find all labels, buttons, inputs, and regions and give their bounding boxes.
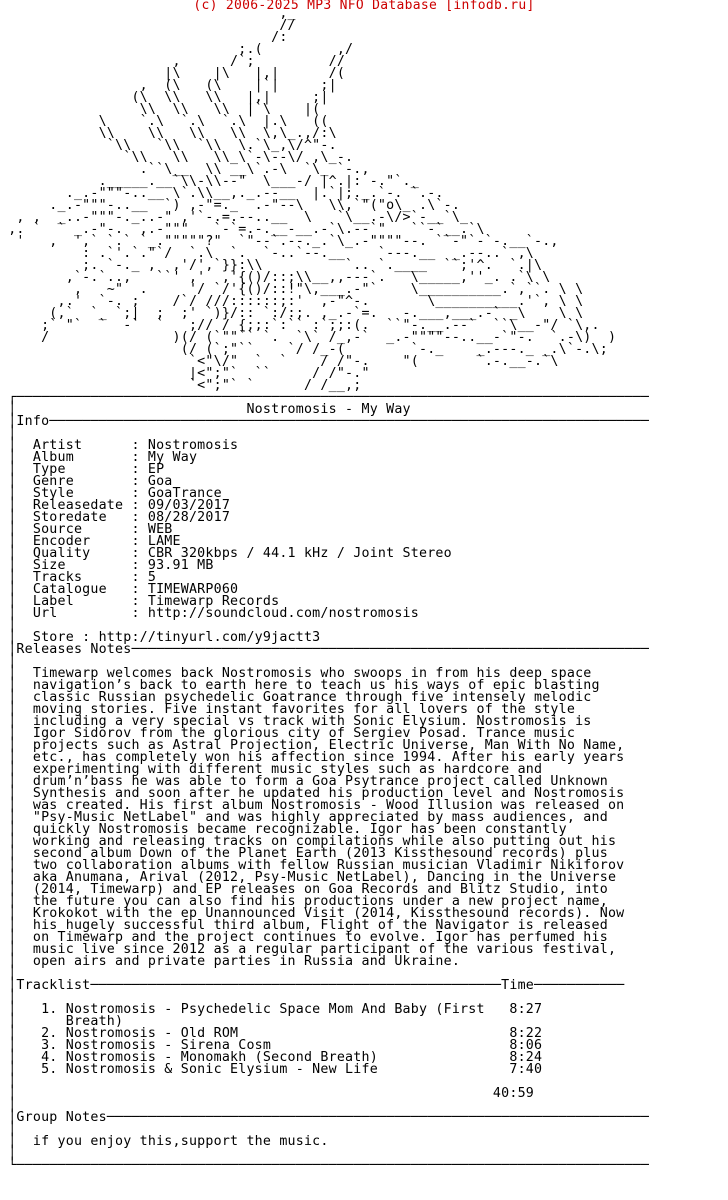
ascii-art-line: `<";"` ` / /__,;: [0, 378, 362, 393]
ascii-art-line: (\ \\ \\ |,| ;|: [0, 90, 329, 105]
blank-line: │: [0, 1122, 17, 1137]
ascii-art-line: `\\ `\\ `\\ \.`\_,\/^"-.: [0, 138, 337, 153]
release-notes-line: │ etc., has completely won his affection since 1994. After his early years: [0, 750, 625, 765]
ascii-art-line: ._.-"""-..__ `) ,-"=._ .-"--\ \\,`"("o\_ .\`-.: [0, 198, 461, 213]
release-notes-line: │ Synthesis and soon after he updated his production level and Nostromosis: [0, 786, 625, 801]
release-notes-line: │ moving stories. Five instant favorites for all lovers of the style: [0, 702, 576, 717]
blank-line: │: [0, 654, 17, 669]
release-notes-line: │ second album Down of the Planet Earth (2013 Kissthesound records) plus: [0, 846, 608, 861]
ascii-art-line: ,`-.`.., ``' ,' ,'{()/::;\\__,,---`. \_____,''_. .`\ \: [0, 270, 551, 285]
release-notes-line: │ aka Anumana, Arival (2012, Psy-Music NetLabel), Dancing in the Universe: [0, 870, 617, 885]
total-time: │ 40:59: [0, 1086, 535, 1101]
release-notes-line: │ including a very special vs track with Sonic Elysium. Nostromosis is: [0, 714, 592, 729]
release-notes-line: │ Igor Sidorov from the glorious city of Sergiev Posad. Trance music: [0, 726, 576, 741]
ascii-art-line: ,.' `-. ; /`/ ///::::::;:' ,-"^-. \__________.'`, \ \: [0, 294, 584, 309]
blank-line: │: [0, 1146, 17, 1161]
ascii-art-line: , ~" . '/ `/'{()/::!"\,___.-"` \__________.`,``. \ \: [0, 282, 584, 297]
release-notes-line: │ (2014, Timewarp) and EP releases on Goa Records and Blitz Studio, into: [0, 882, 608, 897]
ascii-art-line: (,` `_ `;| ; ;' `)}/:: `:/:;. ,_.-`=. -.___,___.-` _\ \ \: [0, 306, 584, 321]
release-notes-line: │ working and releasing tracks on compilations while also putting out his: [0, 834, 617, 849]
blank-line: │: [0, 1098, 17, 1113]
ascii-art-line: |<";"` `` / /"-.": [0, 366, 370, 381]
blank-line: │: [0, 966, 17, 981]
release-notes-line: │ two collaboration albums with fellow Russian musician Vladimir Nikiforov: [0, 858, 625, 873]
frame-top: ┌─────────────────────────────────────────────────────────────────────────────: [0, 390, 650, 405]
release-notes-line: │ open airs and private parties in Russia and Ukraine.: [0, 954, 461, 969]
ascii-art-line: .``\__ \\ __\`.-\ `\_ `-.,: [0, 162, 370, 177]
track-3: │ 3. Nostromosis - Sirena Cosm 8:06: [0, 1038, 543, 1053]
release-notes-line: │ the future you can also find his productions under a new project name,: [0, 894, 608, 909]
ascii-art-line: ;` "` ` -` ` ;// / {;;:`:`` :`;;:(. ``"-.__.--` ``\__-"/ `\,.: [0, 318, 600, 333]
ascii-art-line: ;. `-._ , ,'/',`}}:\\ `.. `.____ ``;'^. `.|\: [0, 258, 543, 273]
info-field-artist: │ Artist : Nostromosis: [0, 438, 239, 453]
blank-line: │: [0, 618, 17, 633]
info-field-label: │ Label : Timewarp Records: [0, 594, 280, 609]
info-field-storedate: │ Storedate : 08/28/2017: [0, 510, 231, 525]
ascii-art-line: ._.-"""-..__ \`.\\__,._.--__ |.`|;._.`-. `.-.: [0, 186, 444, 201]
blank-line: │: [0, 1074, 17, 1089]
info-field-tracks: │ Tracks : 5: [0, 570, 157, 585]
track-4: │ 4. Nostromosis - Monomakh (Second Breath) 8:24: [0, 1050, 543, 1065]
info-field-album: │ Album : My Way: [0, 450, 198, 465]
info-field-source: │ Source : WEB: [0, 522, 173, 537]
track-1-continued: │ Breath): [0, 1014, 124, 1029]
group-notes-text: │ if you enjoy this,support the music.: [0, 1134, 329, 1149]
frame-bottom: └─────────────────────────────────────────────────────────────────────────────: [0, 1158, 650, 1173]
release-notes-line: │ music live since 2012 as a regular participant of the various festival,: [0, 942, 617, 957]
blank-line: │: [0, 990, 17, 1005]
release-notes-line: │ drum’n’bass he was able to form a Goa Psytrance project called Unknown: [0, 774, 608, 789]
release-notes-line: │ navigation’s back to earth here to teach us his ways of epic blasting: [0, 678, 600, 693]
section-notes-header: │Releases Notes───────────────────────────────────────────────────────────────: [0, 642, 650, 657]
info-field-url: │ Url : http://soundcloud.com/nostromosis: [0, 606, 419, 621]
release-notes-line: │ Krokokot with the ep Unannounced Visit (2014, Kissthesound records). Now: [0, 906, 625, 921]
release-notes-line: │ projects such as Astral Projection, Electric Universe, Man With No Name,: [0, 738, 625, 753]
track-1: │ 1. Nostromosis - Psychedelic Space Mom And Baby (First 8:27: [0, 1002, 543, 1017]
ascii-art-line: ' , ',` `.` `_."""""?" `"--`.--._.`\_.-""""--. ``-"`-`-.__`-.,: [0, 234, 559, 249]
ascii-art-line: ,. ` ` _.-"-. ,.-""" `-`=.-.__-__.-`\.--`" ``-`__.`\: [0, 222, 485, 237]
ascii-art-line: , /`; //: [0, 54, 346, 69]
release-notes-line: │ was created. His first album Nostromosis - Wood Illusion was released on: [0, 798, 625, 813]
release-notes-line: │ classic Russian psychedelic Goatrance through five intensely melodic: [0, 690, 592, 705]
ascii-art-line: //: [0, 18, 296, 33]
ascii-art-line: ._____.__`\\-\\--" \___-/ |^.|: -."`._: [0, 174, 419, 189]
ascii-art-line: ,_: [0, 6, 296, 21]
section-tracklist-header: │Tracklist──────────────────────────────────────────────────Time───────────: [0, 978, 625, 993]
store-link: │ Store : http://tinyurl.com/y9jactt3: [0, 630, 321, 645]
track-5: │ 5. Nostromosis & Sonic Elysium - New Life 7:40: [0, 1062, 543, 1077]
release-notes-line: │ "Psy-Music NetLabel" and was highly appreciated by mass audiences, and: [0, 810, 608, 825]
copyright-header[interactable]: (c) 2006-2025 MP3 NFO Database [infodb.ru]: [193, 0, 535, 13]
info-field-catalogue: │ Catalogue : TIMEWARP060: [0, 582, 239, 597]
info-field-releasedate: │ Releasedate : 09/03/2017: [0, 498, 231, 513]
info-field-genre: │ Genre : Goa: [0, 474, 173, 489]
ascii-art-line: `<"\/" ` ` / /"-. "( `.-.__-.`\: [0, 354, 559, 369]
ascii-art-line: , (\ (\ |`| ;|: [0, 78, 337, 93]
ascii-art-line: |\ |\ |,| /(: [0, 66, 346, 81]
section-info-header: │Info─────────────────────────────────────────────────────────────────────────: [0, 414, 650, 429]
release-notes-line: │ quickly Nostromosis became recognizable. Igor has been constantly: [0, 822, 567, 837]
ascii-art-line: ;.( ,/: [0, 42, 354, 57]
release-notes-line: │ experimenting with different music styles such as hardcore and: [0, 762, 543, 777]
blank-line: │: [0, 426, 17, 441]
ascii-art-line: \\ \\ \\ \\ \,\_.,/:\: [0, 126, 337, 141]
track-2: │ 2. Nostromosis - Old ROM 8:22: [0, 1026, 543, 1041]
ascii-art-line: `\\ \\ \\_\`-\--\/ ,\_-.: [0, 150, 354, 165]
ascii-art-line: /:: [0, 30, 288, 45]
info-field-quality: │ Quality : CBR 320kbps / 44.1 kHz / Joint Stereo: [0, 546, 452, 561]
release-title: │ Nostromosis - My Way: [0, 402, 411, 417]
release-notes-line: │ on Timewarp and the project continues to evolve. Igor has perfumed his: [0, 930, 608, 945]
info-field-encoder: │ Encoder : LAME: [0, 534, 181, 549]
info-field-size: │ Size : 93.91 MB: [0, 558, 214, 573]
section-group-notes-header: │Group Notes──────────────────────────────────────────────────────────────────: [0, 1110, 650, 1125]
ascii-art-line: : .`'.`."`/ `.\ `. `-..`--.__ `---.__ _.--..` ,\: [0, 246, 535, 261]
ascii-art-line: / )(/ (`""`` `. `\` /_,-` _.-""""--..__-`"-. `.-\) ): [0, 330, 617, 345]
ascii-art-line: , , _..-"""-._..-" ,'`-.=.--..__ \ `\__.-\/>`-__`\_: [0, 210, 469, 225]
info-field-style: │ Style : GoaTrance: [0, 486, 222, 501]
info-field-type: │ Type : EP: [0, 462, 165, 477]
ascii-art-line: \ `.\ `.\ `.\ |.\ ((: [0, 114, 329, 129]
release-notes-line: │ his hugely successful third album, Flight of the Navigator is released: [0, 918, 608, 933]
release-notes-line: │ Timewarp welcomes back Nostromosis who swoops in from his deep space: [0, 666, 592, 681]
nfo-document: [0, 8, 649, 1172]
ascii-art-line: \\ \\ \\ |`\ |(: [0, 102, 321, 117]
ascii-art-line: (/ (`;"`` `/ /_-( `-._ _.---._ _.\`-.\;: [0, 342, 608, 357]
